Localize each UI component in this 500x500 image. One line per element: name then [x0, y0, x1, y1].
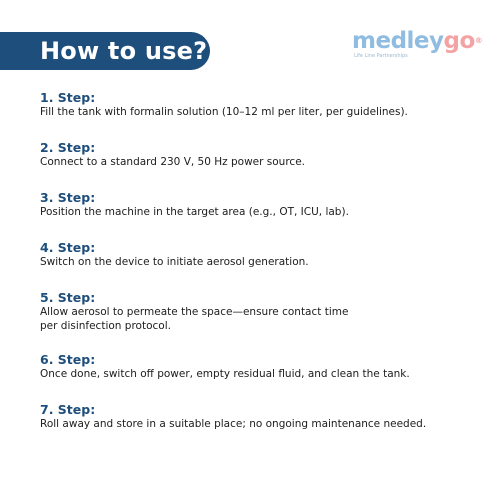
logo-part-me: me	[352, 28, 391, 54]
step-description: Allow aerosol to permeate the space—ensure contact time per disinfection protocol.	[40, 306, 349, 332]
step-5	[40, 290, 480, 352]
step-6	[40, 352, 480, 402]
brand-logo	[352, 28, 483, 68]
registered-mark: ®	[474, 36, 483, 45]
step-7	[40, 402, 480, 452]
step-title: 1. Step:	[40, 90, 96, 105]
step-title: 2. Step:	[40, 140, 96, 155]
step-2	[40, 140, 480, 190]
logo-wordmark	[352, 28, 483, 54]
step-description: Connect to a standard 230 V, 50 Hz power source.	[40, 156, 305, 168]
step-description: Fill the tank with formalin solution (10–12 ml per liter, per guidelines).	[40, 106, 408, 118]
step-description: Once done, switch off power, empty residual fluid, and clean the tank.	[40, 368, 410, 380]
title-banner	[0, 32, 210, 70]
step-1	[40, 90, 480, 140]
step-title: 7. Step:	[40, 402, 96, 417]
page-title: How to use?	[40, 37, 208, 65]
step-title: 3. Step:	[40, 190, 96, 205]
step-description: Position the machine in the target area (e.g., OT, ICU, lab).	[40, 206, 349, 218]
step-4	[40, 240, 480, 290]
step-title: 5. Step:	[40, 290, 96, 305]
logo-part-dley: dley	[390, 28, 444, 54]
step-description: Switch on the device to initiate aerosol generation.	[40, 256, 309, 268]
step-title: 6. Step:	[40, 352, 96, 367]
logo-part-go: go	[443, 28, 475, 54]
step-title: 4. Step:	[40, 240, 96, 255]
step-3	[40, 190, 480, 240]
steps-list	[40, 90, 480, 452]
step-description: Roll away and store in a suitable place; no ongoing maintenance needed.	[40, 418, 427, 430]
logo-tagline: Life Line Partnerships	[354, 53, 408, 59]
